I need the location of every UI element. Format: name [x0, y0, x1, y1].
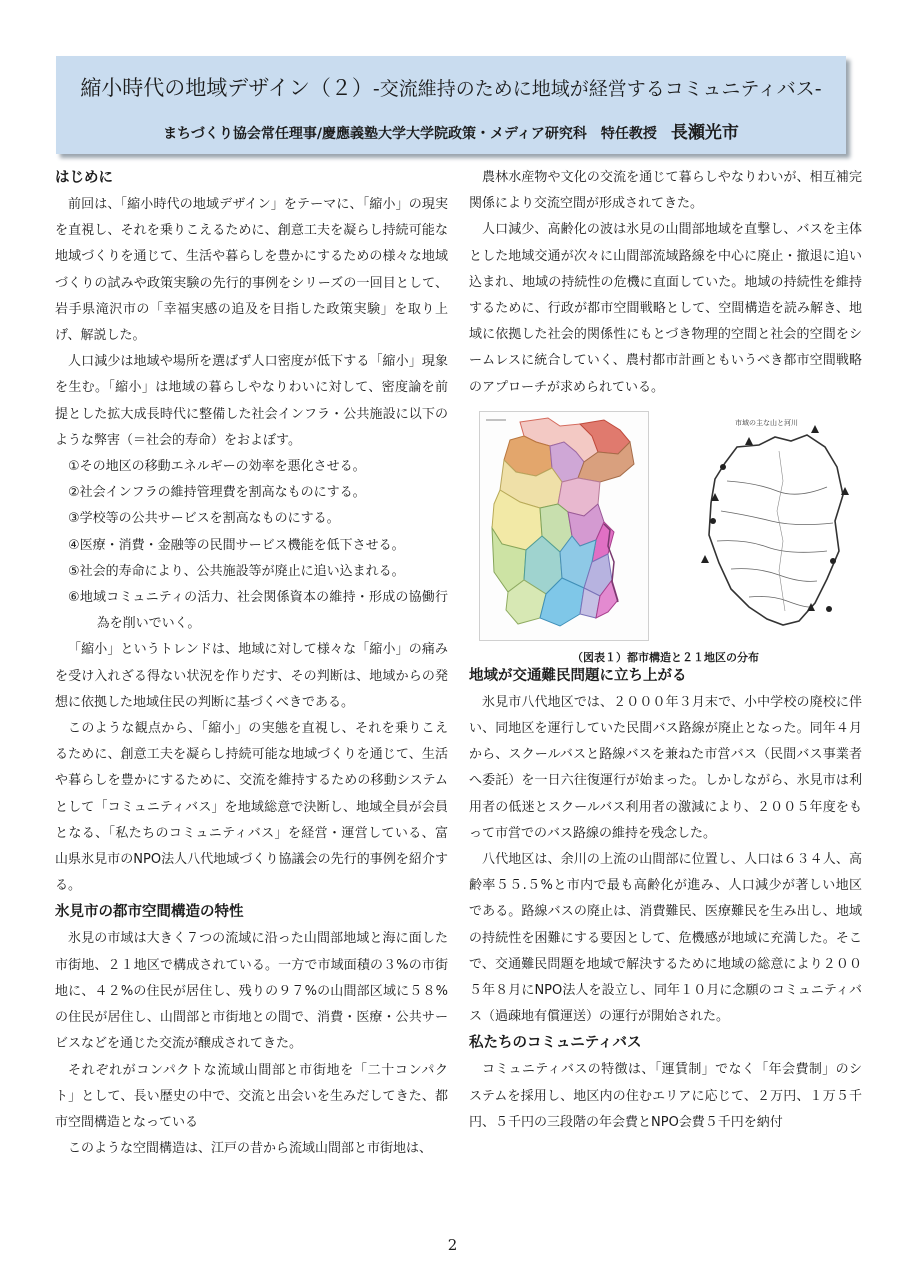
paragraph: それぞれがコンパクトな流域山間部と市街地を「二十コンパクト」として、長い歴史の中で、交流と出会いを生みだしてきた、都市空間構造となっている	[55, 1062, 448, 1130]
paragraph: 氷見の市域は大きく７つの流域に沿った山間部地域と海に面した市街地、２１地区で構成されている。一方で市域面積の３%の市街地に、４２%の住民が居住し、残りの９７%の山間部区域に５８%の住民が居住し、山間部と市街地との間で、消費・医療・公共サービスなどを通じた交流が醸成されてきた。	[55, 931, 448, 1052]
title-subtitle: -交流維持のために地域が経営するコミュニティバス-	[372, 78, 822, 100]
paragraph: コミュニティバスの特徴は、「運賃制」でなく「年会費制」のシステムを採用し、地区内の住むエリアに応じて、２万円、１万５千円、５千円の三段階の年会費とNPO会費５千円を納付	[469, 1062, 862, 1130]
heading-intro: はじめに	[55, 170, 113, 186]
list-item: ①その地区の移動エネルギーの効率を悪化させる。	[68, 459, 366, 475]
author-name: 長瀬光市	[670, 123, 739, 143]
author-affiliation: まちづくり協会常任理事/慶應義塾大学大学院政策・メディア研究科 特任教授	[163, 126, 657, 142]
list-item: ④医療・消費・金融等の民間サービス機能を低下させる。	[68, 537, 405, 553]
paragraph: 八代地区は、余川の上流の山間部に位置し、人口は６３４人、高齢率５５.５%と市内で最も高齢化が進み、人口減少が著しい地区である。路線バスの廃止は、消費難民、医療難民を生み出し、地域の持続性を困難にする要因として、危機感が地域に充満した。そこで、交通難民問題を地域で解決するために地域の総意により２００５年８月にNPO法人を設立し、同年１０月に念願のコミュニティバス（過疎地有償運送）の運行が開始された。	[469, 852, 862, 1025]
list-item: ②社会インフラの維持管理費を割高なものにする。	[68, 485, 366, 501]
article-title	[56, 72, 846, 102]
left-column	[55, 165, 448, 1162]
list-item: ⑤社会的寿命により、公共施設等が廃止に追い込まれる。	[68, 563, 405, 579]
paragraph: 氷見市八代地区では、２０００年３月末で、小中学校の廃校に伴い、同地区を運行していた民間バス路線が廃止となった。同年４月から、スクールバスと路線バスを兼ねた市営バス（民間バス事業者へ委託）を一日六往復運行が始まった。しかしながら、氷見市は利用者の低迷とスクールバス利用者の激減により、２００５年度をもって市営でのバス路線の維持を残念した。	[469, 694, 862, 841]
page-number: 2	[447, 1236, 458, 1254]
paragraph: このような観点から、「縮小」の実態を直視し、それを乗りこえるために、創意工夫を凝らし持続可能な地域づくりを通じて、生活や暮らしを豊かにするために、交流を維持するための移動システムとして「コミュニティバス」を地域総意で決断し、地域全員が会員となる、「私たちのコミュニティバス」を経営・運営している、富山県氷見市のNPO法人八代地域づくり協議会の先行的事例を紹介する。	[55, 721, 448, 894]
article-header	[56, 56, 846, 154]
list-item: ③学校等の公共サービスを割高なものにする。	[68, 511, 340, 527]
heading-transport: 地域が交通難民問題に立ち上がる	[469, 667, 687, 684]
heading-city-structure: 氷見市の都市空間構造の特性	[55, 904, 244, 921]
map-right-title: 市域の主な山と河川	[735, 418, 798, 427]
figure-maps	[469, 411, 862, 663]
right-column	[469, 165, 862, 1136]
paragraph: 前回は、「縮小時代の地域デザイン」をテーマに、「縮小」の現実を直視し、それを乗りこえるために、創意工夫を凝らし持続可能な地域づくりを通じて、生活や暮らしを豊かにするための様々な地域づくりの試みや政策実験の先行的事例をシリーズの一回目として、岩手県滝沢市の「幸福実感の追及を目指した政策実験」を取り上げ、解説した。	[55, 197, 448, 344]
heading-our-bus: 私たちのコミュニティバス	[469, 1035, 642, 1052]
paragraph: 人口減少、高齢化の波は氷見の山間部地域を直撃し、バスを主体とした地域交通が次々に山間部流域路線を中心に廃止・撤退に追い込まれ、地域の持続性の危機に直面していた。地域の持続性を維持するために、行政が都市空間戦略として、空間構造を読み解き、地域に依拠した社会的関係性にもとづき物理的空間と社会的空間をシームレスに統合していく、農村都市計画ともいうべき都市空間戦略のアプローチが求められている。	[469, 222, 862, 395]
title-main: 縮小時代の地域デザイン（２）	[80, 76, 373, 100]
mountains-rivers-map	[687, 411, 859, 639]
figure-caption: （図表１）都市構造と２１地区の分布	[572, 650, 759, 664]
paragraph: このような空間構造は、江戸の昔から流域山間部と市街地は、	[68, 1141, 433, 1157]
district-map-image	[479, 411, 649, 641]
list-item: ⑥地域コミュニティの活力、社会関係資本の維持・形成の協働行為を削いでいく。	[68, 590, 448, 632]
paragraph: 農林水産物や文化の交流を通じて暮らしやなりわいが、相互補完関係により交流空間が形成されてきた。	[469, 170, 862, 212]
paragraph: 人口減少は地域や場所を選ばず人口密度が低下する「縮小」現象を生む。「縮小」は地域の暮らしやなりわいに対して、密度論を前提とした拡大成長時代に整備した社会インフラ・公共施設に以下のような弊害（＝社会的寿命）をおよぼす。	[55, 354, 448, 448]
author-line	[56, 118, 846, 143]
paragraph: 「縮小」というトレンドは、地域に対して様々な「縮小」の痛みを受け入れざる得ない状況を作りだす、その判断は、地域からの発想に依拠した地域住民の判断に基づくべきである。	[55, 642, 448, 710]
